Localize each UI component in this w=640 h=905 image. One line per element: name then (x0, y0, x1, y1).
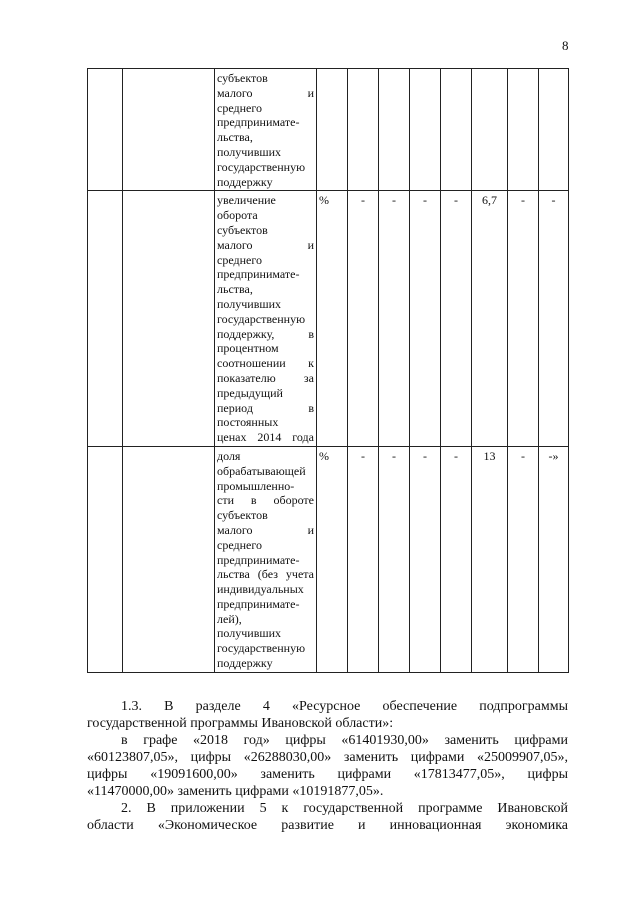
value-cell (410, 69, 441, 191)
indicator-line: предпринимате- (217, 596, 300, 611)
indicator-cell (215, 69, 317, 191)
table-row (88, 446, 569, 672)
value-cell: - (508, 191, 539, 447)
value-cell: - (348, 191, 379, 447)
indicator-line: предпринимате- (217, 552, 300, 567)
indicator-line: поддержку (217, 656, 273, 671)
indicator-line: лей), (217, 611, 242, 626)
unit-cell: % (317, 191, 348, 447)
indicator-line: льства (без учета (217, 567, 314, 582)
value-cell (379, 69, 410, 191)
value-cell: - (441, 446, 472, 672)
indicator-line: показателю за (217, 370, 314, 385)
paragraph-3-line-2: области «Экономическое развитие и инновационная экономика (87, 818, 568, 833)
empty-cell (88, 69, 123, 191)
indicator-line: государственную (217, 159, 306, 174)
indicator-line: государственную (217, 311, 306, 326)
page-number: 8 (562, 38, 569, 53)
indicator-line: малого и (217, 522, 314, 537)
table-row (88, 69, 569, 191)
value-cell: - (348, 446, 379, 672)
indicator-line: льства, (217, 282, 253, 297)
indicator-line: среднего (217, 100, 262, 115)
indicator-line: индивидуальных (217, 582, 304, 597)
value-cell: 6,7 (472, 191, 508, 447)
indicator-line: сти в обороте (217, 493, 314, 508)
indicator-line: поддержку (217, 174, 273, 189)
unit-cell: % (317, 446, 348, 672)
empty-cell (123, 69, 215, 191)
indicator-cell (215, 446, 317, 672)
indicator-line: предпринимате- (217, 267, 300, 282)
value-cell: - (379, 446, 410, 672)
empty-cell (88, 446, 123, 672)
value-cell: -» (539, 446, 569, 672)
value-cell (472, 69, 508, 191)
value-cell: - (508, 446, 539, 672)
value-cell: - (379, 191, 410, 447)
indicator-cell (215, 191, 317, 447)
paragraph-1-line-2: государственной программы Ивановской области»: (87, 716, 394, 731)
unit-cell (317, 69, 348, 191)
text-block (87, 698, 568, 834)
indicators-table (87, 68, 569, 673)
indicator-line: увеличение (217, 193, 276, 208)
indicator-line: процентном (217, 341, 279, 356)
indicator-line: промышленно- (217, 478, 295, 493)
value-cell (539, 69, 569, 191)
indicator-line: предпринимате- (217, 115, 300, 130)
indicator-line: субъектов (217, 222, 268, 237)
table-body (88, 69, 569, 673)
indicator-line: период в (217, 400, 314, 415)
indicator-line: среднего (217, 537, 262, 552)
indicator-line: среднего (217, 252, 262, 267)
paragraph-1-line-1: 1.3. В разделе 4 «Ресурсное обеспечение подпрограммы (121, 699, 568, 714)
paragraph-2-line-2: «60123807,05», цифры «26288030,00» заменить цифрами «25009907,05», (87, 750, 568, 765)
indicator-line: обрабатывающей (217, 463, 306, 478)
indicator-line: оборота (217, 208, 258, 223)
value-cell: - (539, 191, 569, 447)
empty-cell (123, 191, 215, 447)
indicator-line: соотношении к (217, 356, 314, 371)
paragraph-3-line-1: 2. В приложении 5 к государственной программе Ивановской (121, 801, 568, 816)
indicator-line: поддержку, в (217, 326, 314, 341)
empty-cell (123, 446, 215, 672)
indicator-line: получивших (217, 626, 282, 641)
value-cell: - (410, 191, 441, 447)
indicator-line: получивших (217, 296, 282, 311)
indicator-line: ценах 2014 года (217, 430, 314, 445)
indicator-line: субъектов (217, 71, 268, 85)
indicator-line: малого и (217, 237, 314, 252)
value-cell: - (410, 446, 441, 672)
value-cell (441, 69, 472, 191)
indicator-line: малого и (217, 85, 314, 100)
value-cell (508, 69, 539, 191)
indicator-line: льства, (217, 130, 253, 145)
value-cell: 13 (472, 446, 508, 672)
value-cell (348, 69, 379, 191)
indicator-line: государственную (217, 641, 306, 656)
indicator-line: предыдущий (217, 385, 283, 400)
indicator-line: получивших (217, 144, 282, 159)
empty-cell (88, 191, 123, 447)
paragraph-2-line-1: в графе «2018 год» цифры «61401930,00» заменить цифрами (121, 733, 568, 748)
indicator-line: постоянных (217, 415, 279, 430)
indicator-line: субъектов (217, 508, 268, 523)
value-cell: - (441, 191, 472, 447)
table-row (88, 191, 569, 447)
paragraph-2-line-3: цифры «19091600,00» заменить цифрами «17813477,05», цифры (87, 767, 568, 782)
paragraph-2-line-4: «11470000,00» заменить цифрами «10191877,05». (87, 784, 384, 799)
indicator-line: доля (217, 448, 241, 463)
